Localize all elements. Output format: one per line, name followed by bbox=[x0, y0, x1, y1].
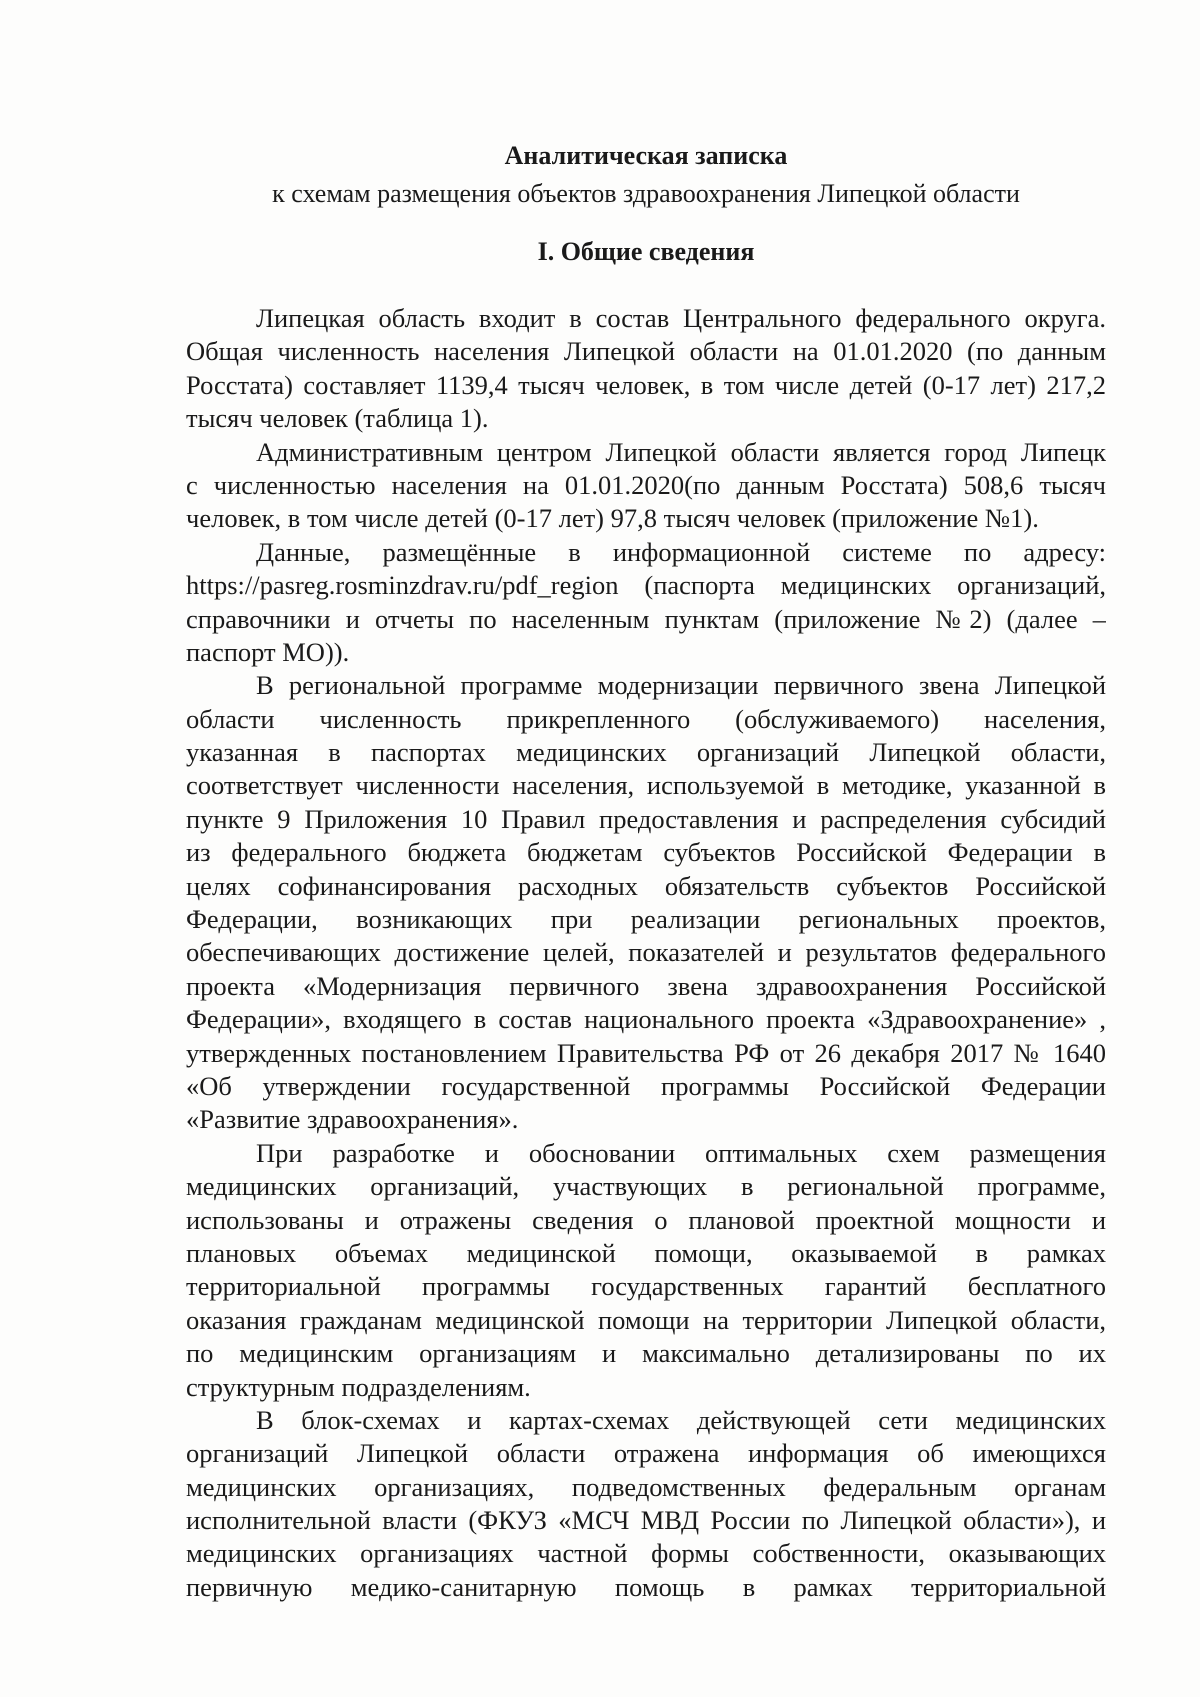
paragraph bbox=[186, 1137, 1106, 1404]
text-line: Росстата) составляет 1139,4 тысяч человек, в том числе детей (0-17 лет) 217,2 bbox=[186, 369, 1106, 400]
text-line: В блок-схемах и картах-схемах действующей сети медицинских bbox=[256, 1404, 1106, 1435]
paragraph bbox=[186, 1404, 1106, 1604]
text-line: медицинских организациях частной формы собственности, оказывающих bbox=[186, 1538, 1106, 1569]
document-body bbox=[186, 302, 1106, 1604]
text-line: указанная в паспортах медицинских организаций Липецкой области, bbox=[186, 737, 1106, 768]
text-line: паспорт МО)). bbox=[186, 636, 350, 667]
text-line: плановых объемах медицинской помощи, оказываемой в рамках bbox=[186, 1237, 1106, 1268]
text-line: Липецкая область входит в состав Центрального федерального округа. bbox=[256, 303, 1106, 333]
document-title: Аналитическая записка bbox=[504, 141, 788, 170]
text-line: с численностью населения на 01.01.2020(по данным Росстата) 508,6 тысяч bbox=[186, 469, 1106, 500]
text-line: Административным центром Липецкой области является город Липецк bbox=[256, 436, 1106, 467]
paragraph bbox=[186, 536, 1106, 670]
paragraph bbox=[186, 436, 1106, 536]
text-line: человек, в том числе детей (0-17 лет) 97,8 тысяч человек (приложение №1). bbox=[186, 503, 1039, 534]
text-line: территориальной программы государственных гарантий бесплатного bbox=[186, 1271, 1106, 1302]
text-line: Данные, размещённые в информационной системе по адресу: bbox=[256, 536, 1106, 567]
paragraph bbox=[186, 302, 1106, 436]
text-line: Федерации, возникающих при реализации региональных проектов, bbox=[186, 904, 1106, 935]
text-line: https://pasreg.rosminzdrav.ru/pdf_region (паспорта медицинских организаций, bbox=[186, 570, 1106, 601]
text-line: структурным подразделениям. bbox=[186, 1371, 531, 1402]
text-line: «Об утверждении государственной программы Российской Федерации bbox=[186, 1070, 1106, 1101]
paragraph bbox=[186, 669, 1106, 1136]
document-subtitle: к схемам размещения объектов здравоохранения Липецкой области bbox=[272, 179, 1020, 208]
text-line: При разработке и обосновании оптимальных схем размещения bbox=[256, 1137, 1106, 1168]
text-line: первичную медико-санитарную помощь в рамках территориальной bbox=[186, 1571, 1106, 1602]
text-line: обеспечивающих достижение целей, показателей и результатов федерального bbox=[186, 937, 1106, 968]
text-line: утвержденных постановлением Правительства РФ от 26 декабря 2017 № 1640 bbox=[186, 1037, 1106, 1068]
text-line: медицинских организаций, участвующих в региональной программе, bbox=[186, 1171, 1106, 1202]
text-line: организаций Липецкой области отражена информация об имеющихся bbox=[186, 1438, 1106, 1469]
text-line: тысяч человек (таблица 1). bbox=[186, 403, 489, 434]
text-line: соответствует численности населения, используемой в методике, указанной в bbox=[186, 770, 1106, 801]
document-header bbox=[186, 140, 1106, 210]
text-line: В региональной программе модернизации первичного звена Липецкой bbox=[256, 670, 1106, 701]
text-line: проекта «Модернизация первичного звена здравоохранения Российской bbox=[186, 970, 1106, 1001]
text-line: Общая численность населения Липецкой области на 01.01.2020 (по данным bbox=[186, 336, 1106, 367]
section-heading: I. Общие сведения bbox=[537, 237, 755, 266]
text-line: области численность прикрепленного (обслуживаемого) населения, bbox=[186, 703, 1106, 734]
text-line: медицинских организациях, подведомственных федеральным органам bbox=[186, 1471, 1106, 1502]
text-line: справочники и отчеты по населенным пунктам (приложение №2) (далее – bbox=[186, 603, 1106, 634]
text-line: по медицинским организациям и максимально детализированы по их bbox=[186, 1338, 1106, 1369]
text-line: из федерального бюджета бюджетам субъектов Российской Федерации в bbox=[186, 837, 1106, 868]
text-line: оказания гражданам медицинской помощи на территории Липецкой области, bbox=[186, 1304, 1106, 1335]
text-line: использованы и отражены сведения о плановой проектной мощности и bbox=[186, 1204, 1106, 1235]
text-line: «Развитие здравоохранения». bbox=[186, 1104, 519, 1135]
text-line: целях софинансирования расходных обязательств субъектов Российской bbox=[186, 870, 1106, 901]
text-line: пункте 9 Приложения 10 Правил предоставления и распределения субсидий bbox=[186, 803, 1106, 834]
text-line: Федерации», входящего в состав национального проекта «Здравоохранение» , bbox=[186, 1004, 1106, 1035]
text-line: исполнительной власти (ФКУЗ «МСЧ МВД России по Липецкой области»), и bbox=[186, 1505, 1106, 1536]
